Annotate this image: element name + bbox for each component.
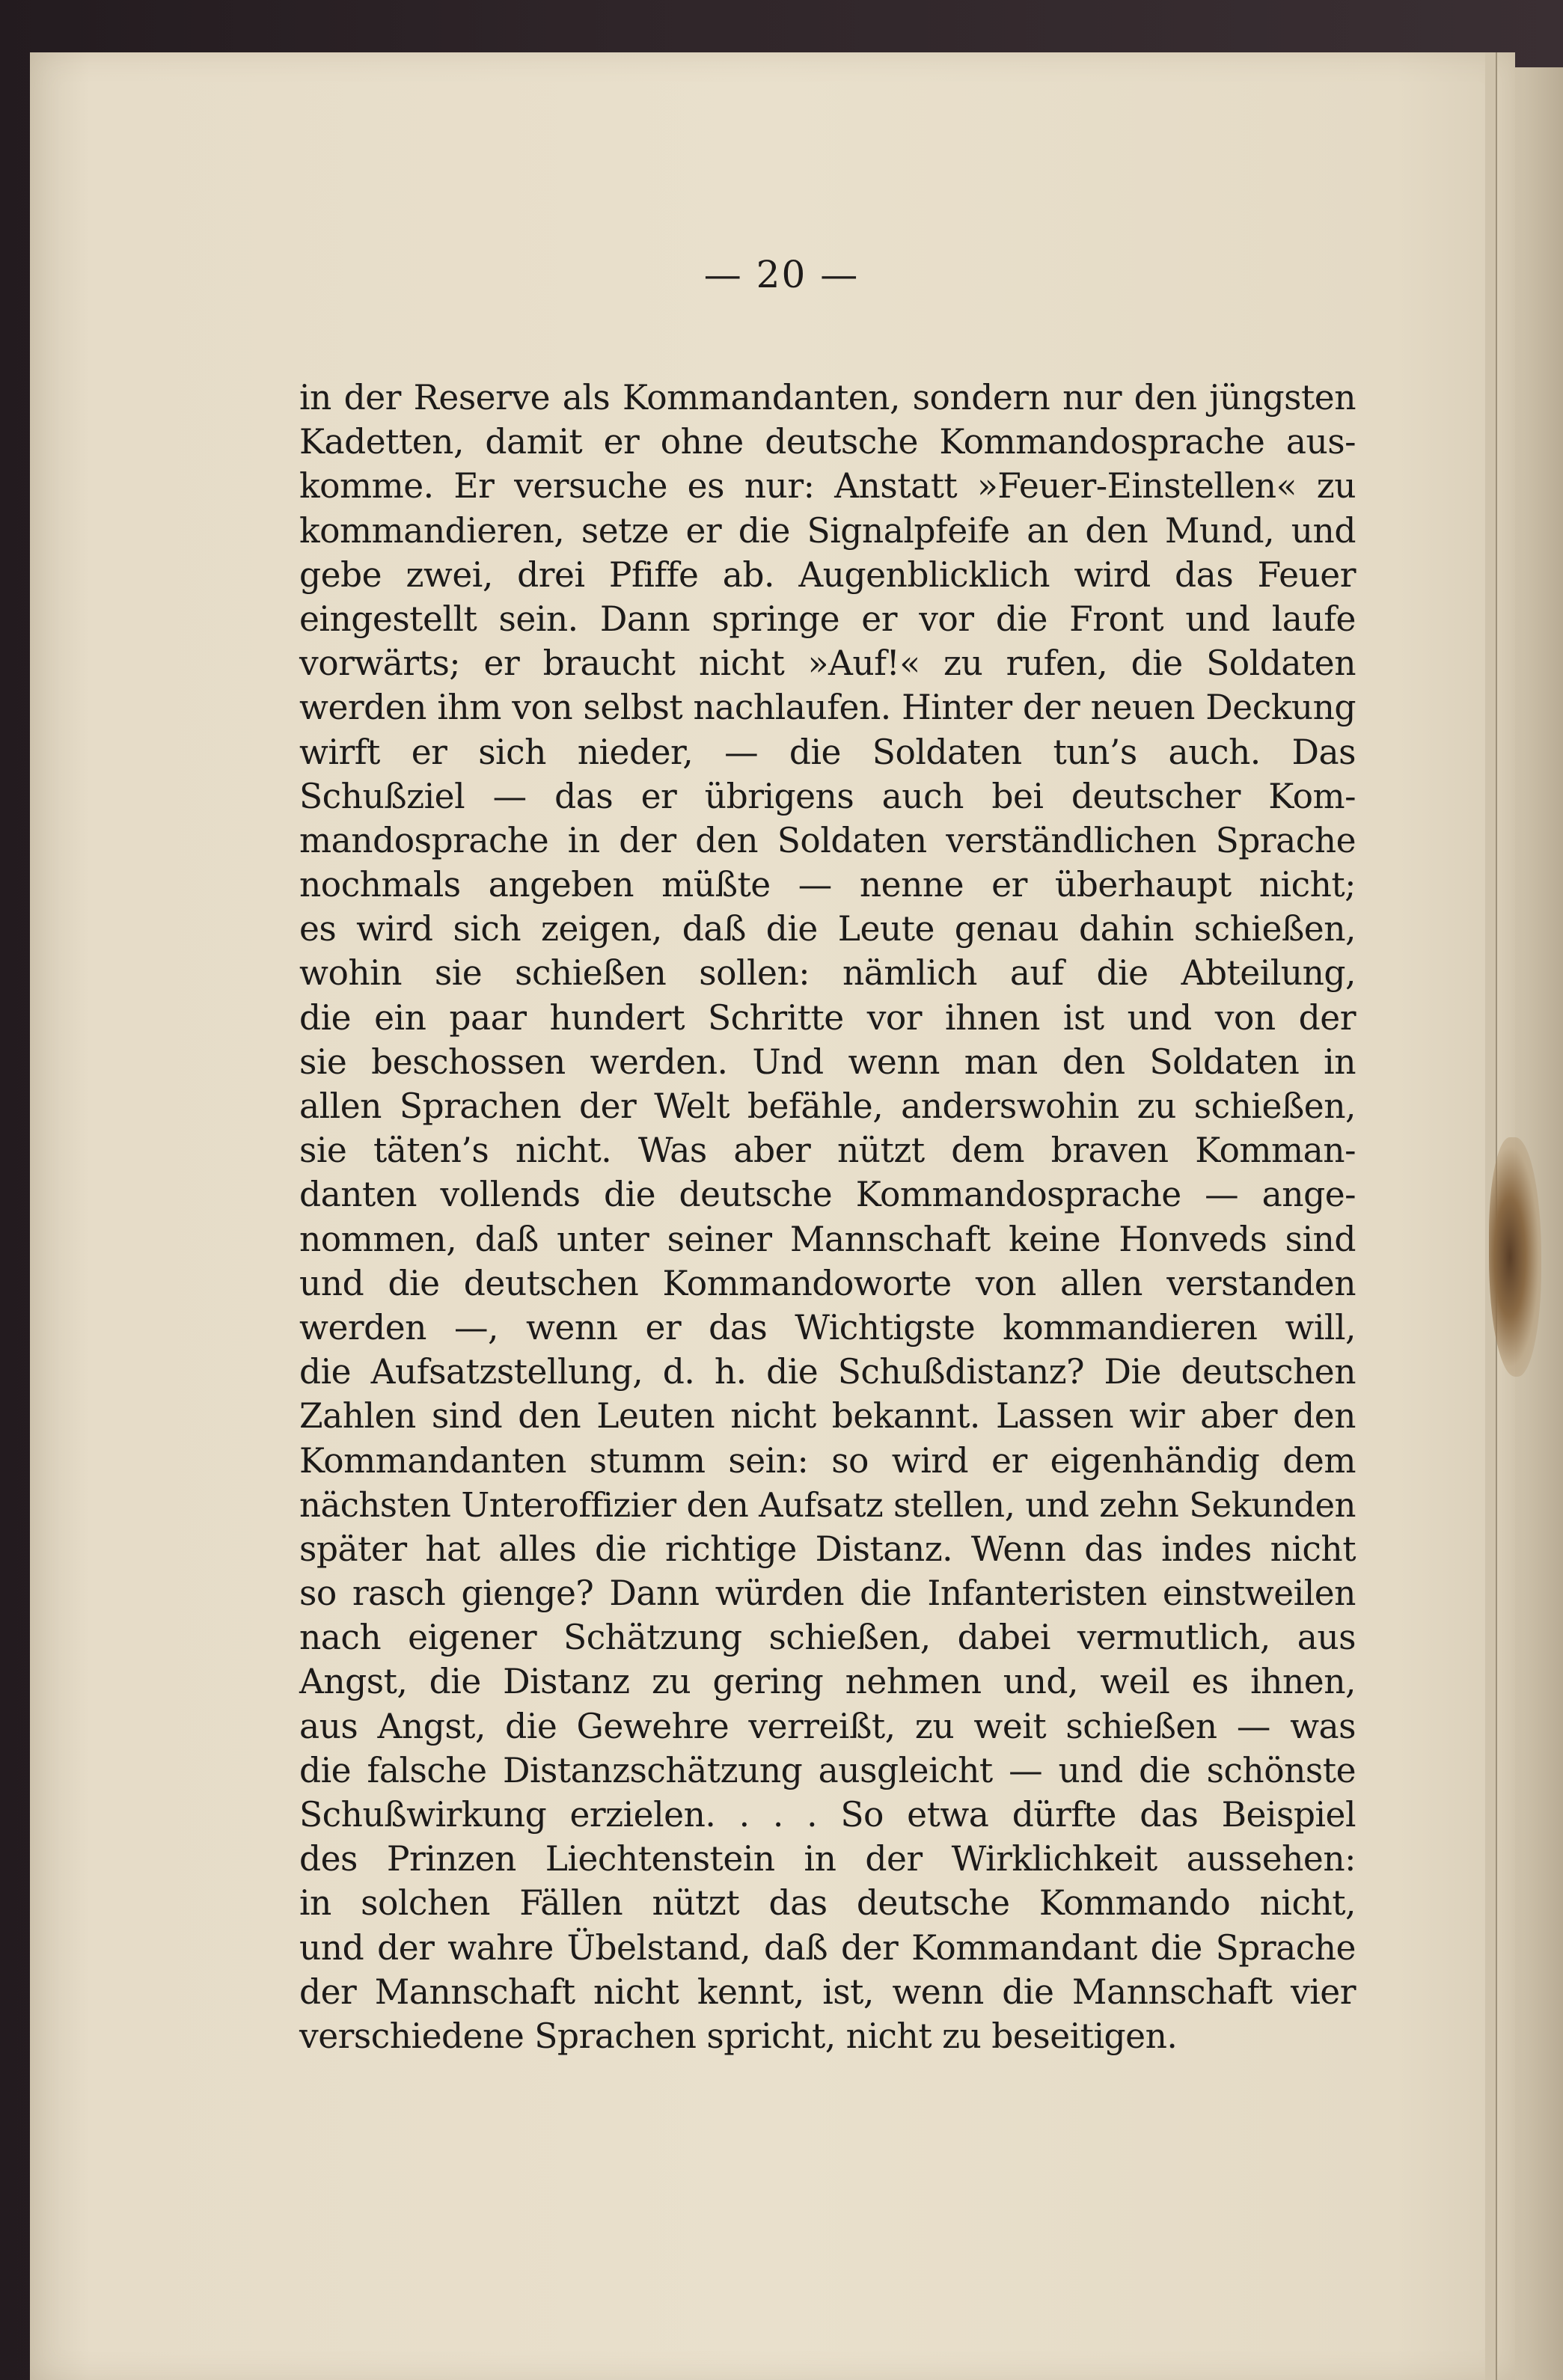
text-line: danten vollends die deutsche Kommandosprache — ange- [299,1175,1356,1215]
text-line: sie täten’s nicht. Was aber nützt dem braven Komman- [299,1131,1356,1171]
text-line: werden ihm von selbst nachlaufen. Hinter der neuen Deckung [299,688,1356,728]
text-line: in der Reserve als Kommandanten, sondern nur den jüngsten [299,378,1356,417]
text-line: aus Angst, die Gewehre verreißt, zu weit schießen — was [299,1706,1356,1746]
text-line: Kommandanten stumm sein: so wird er eigenhändig dem [299,1440,1356,1481]
text-line: vorwärts; er braucht nicht »Auf!« zu rufen, die Soldaten [299,643,1356,684]
body-text [299,376,1356,2058]
text-line: nommen, daß unter seiner Mannschaft keine Honveds sind [299,1219,1356,1259]
text-line: verschiedene Sprachen spricht, nicht zu beseitigen. [299,2016,1178,2056]
text-line: und der wahre Übelstand, daß der Kommandant die Sprache [299,1927,1356,1968]
text-line: kommandieren, setze er die Signalpfeife an den Mund, und [299,510,1356,551]
paper-stain [1489,1137,1541,1377]
text-line: und die deutschen Kommandoworte von allen verstanden [299,1263,1356,1303]
page-number: — 20 — [703,253,860,296]
text-line: später hat alles die richtige Distanz. Wenn das indes nicht [299,1529,1356,1569]
text-line: so rasch gienge? Dann würden die Infanteristen einstweilen [299,1573,1356,1614]
text-line: wirft er sich nieder, — die Soldaten tun’s auch. Das [299,732,1356,772]
text-line: die Aufsatzstellung, d. h. die Schußdistanz? Die deutschen [299,1352,1356,1392]
text-line: nächsten Unteroffizier den Aufsatz stellen, und zehn Sekunden [299,1484,1356,1525]
text-line: Schußziel — das er übrigens auch bei deutscher Kom- [299,776,1356,816]
text-line: es wird sich zeigen, daß die Leute genau dahin schießen, [299,909,1356,949]
text-line: eingestellt sein. Dann springe er vor die Front und laufe [299,599,1356,639]
text-line: nochmals angeben müßte — nenne er überhaupt nicht; [299,865,1356,905]
text-line: die falsche Distanzschätzung ausgleicht — und die schönste [299,1750,1356,1790]
text-line: Angst, die Distanz zu gering nehmen und, weil es ihnen, [299,1662,1356,1702]
text-line: Kadetten, damit er ohne deutsche Kommandosprache aus- [299,422,1356,462]
text-line: der Mannschaft nicht kennt, ist, wenn die Mannschaft vier [299,1971,1356,2012]
text-line: werden —, wenn er das Wichtigste kommandieren will, [299,1307,1356,1347]
text-line: des Prinzen Liechtenstein in der Wirklichkeit aussehen: [299,1839,1356,1879]
text-line: sie beschossen werden. Und wenn man den Soldaten in [299,1041,1356,1082]
text-line: allen Sprachen der Welt befähle, anderswohin zu schießen, [299,1086,1356,1126]
text-line: komme. Er versuche es nur: Anstatt »Feuer-Einstellen« zu [299,466,1356,507]
text-line: Schußwirkung erzielen. . . . So etwa dürfte das Beispiel [299,1795,1356,1835]
text-line: wohin sie schießen sollen: nämlich auf die Abteilung, [299,953,1356,994]
text-line: Zahlen sind den Leuten nicht bekannt. Lassen wir aber den [299,1396,1356,1437]
text-line: in solchen Fällen nützt das deutsche Kommando nicht, [299,1883,1356,1924]
text-line: gebe zwei, drei Pfiffe ab. Augenblicklich wird das Feuer [299,554,1356,595]
text-line: nach eigener Schätzung schießen, dabei vermutlich, aus [299,1618,1356,1658]
text-line: mandosprache in der den Soldaten verständlichen Sprache [299,820,1356,860]
text-line: die ein paar hundert Schritte vor ihnen ist und von der [299,997,1356,1038]
